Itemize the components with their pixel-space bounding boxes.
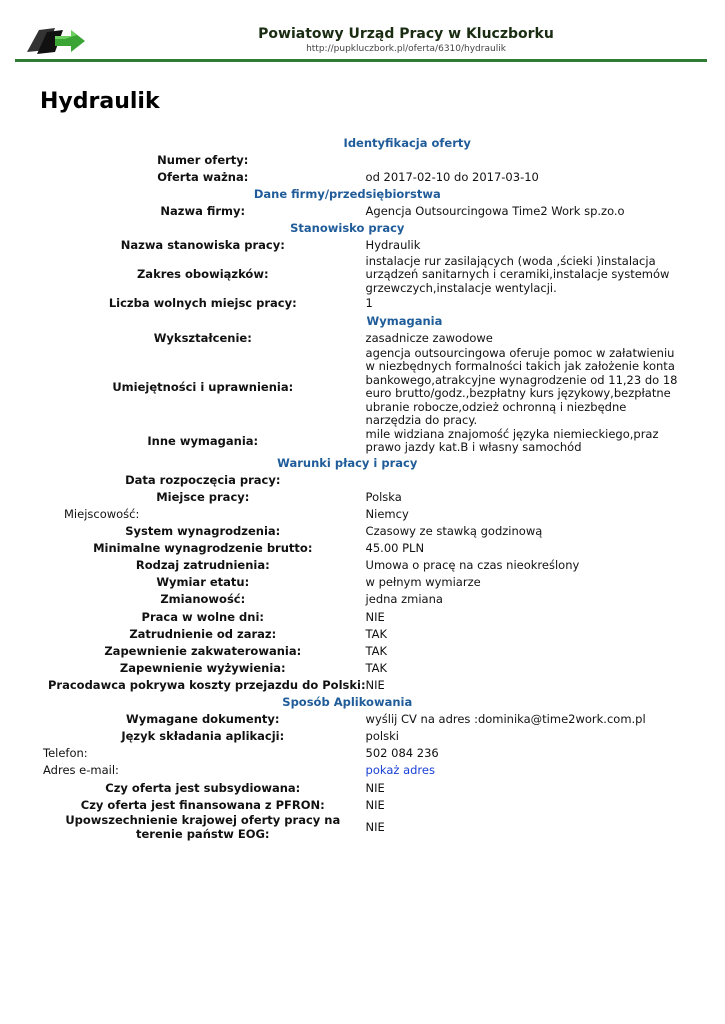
row-rodzaj-zatrudnienia	[40, 558, 685, 575]
row-subsydiowana	[40, 780, 685, 797]
label: Adres e-mail:	[43, 763, 119, 778]
label: Zapewnienie zakwaterowania:	[104, 643, 302, 658]
label: Wykształcenie:	[153, 330, 252, 345]
row-dokumenty	[40, 711, 685, 728]
label: Zatrudnienie od zaraz:	[129, 626, 277, 641]
value: jedna zmiana	[365, 592, 443, 607]
value: polski	[365, 729, 399, 744]
row-system-wynagrodzenia	[40, 523, 685, 540]
row-umiejetnosci	[40, 347, 685, 428]
section-stanowisko: Stanowisko pracy	[290, 221, 405, 236]
label: Data rozpoczęcia pracy:	[125, 472, 281, 487]
label: Telefon:	[43, 746, 88, 761]
row-nazwa-stanowiska	[40, 238, 685, 255]
value: od 2017-02-10 do 2017-03-10	[365, 169, 539, 184]
value: Polska	[365, 489, 402, 504]
row-inne-wymagania	[40, 428, 685, 455]
value: w pełnym wymiarze	[365, 575, 481, 590]
label: Zmianowość:	[160, 592, 246, 607]
value: Agencja Outsourcingowa Time2 Work sp.zo.o	[365, 204, 625, 219]
row-zakres	[40, 255, 685, 296]
value: 502 084 236	[365, 746, 439, 761]
row-zmianowosc	[40, 592, 685, 609]
label: Nazwa stanowiska pracy:	[120, 238, 285, 253]
label: Praca w wolne dni:	[141, 609, 265, 624]
value	[366, 152, 685, 169]
row-min-wynagrodzenie	[40, 540, 685, 557]
section-aplikowanie: Sposób Aplikowania	[282, 695, 413, 710]
section-wymagania: Wymagania	[366, 313, 443, 328]
row-zakwaterowanie	[40, 643, 685, 660]
row-numer-oferty	[40, 152, 685, 169]
row-data-rozpoczecia	[40, 472, 685, 489]
header-divider	[15, 59, 707, 62]
value: Niemcy	[365, 507, 409, 522]
label: Czy oferta jest finansowana z PFRON:	[80, 797, 325, 812]
value: zasadnicze zawodowe	[365, 330, 493, 345]
value: NIE	[365, 609, 385, 624]
row-email	[40, 763, 685, 780]
row-liczba-miejsc	[40, 296, 685, 313]
row-koszty-przejazdu	[40, 677, 685, 694]
show-email-link[interactable]: pokaż adres	[365, 763, 435, 778]
label: Język składania aplikacji:	[121, 729, 285, 744]
label: Minimalne wynagrodzenie brutto:	[93, 541, 313, 556]
label: Liczba wolnych miejsc pracy:	[108, 296, 297, 311]
label: Inne wymagania:	[147, 433, 259, 448]
row-wyzywienie	[40, 660, 685, 677]
row-eog	[40, 814, 685, 842]
value: NIE	[365, 820, 385, 835]
value: wyślij CV na adres :dominika@time2work.com.pl	[365, 712, 646, 727]
row-zatrudnienie-od-zaraz	[40, 626, 685, 643]
value: instalacje rur zasilających (woda ,ścieki )instalacja urządzeń sanitarnych i ceramiki,instalacje systemów grzewczych,instalacje wentylacji.	[365, 253, 670, 295]
section-warunki: Warunki płacy i pracy	[277, 455, 418, 470]
label: Zapewnienie wyżywienia:	[119, 660, 286, 675]
label: System wynagrodzenia:	[125, 524, 281, 539]
label: Wymiar etatu:	[156, 575, 250, 590]
label: Oferta ważna:	[157, 169, 249, 184]
row-nazwa-firmy	[40, 203, 685, 220]
value: Umowa o pracę na czas nieokreślony	[365, 558, 580, 573]
value: mile widziana znajomość języka niemieckiego,praz prawo jazdy kat.B i własny samochód	[365, 426, 659, 455]
label: Miejsce pracy:	[156, 489, 250, 504]
label: Umiejętności i uprawnienia:	[112, 379, 294, 394]
value: NIE	[365, 797, 385, 812]
row-miejsce-pracy	[40, 489, 685, 506]
row-praca-wolne-dni	[40, 609, 685, 626]
label: Czy oferta jest subsydiowana:	[105, 780, 301, 795]
row-wymiar-etatu	[40, 575, 685, 592]
row-miejscowosc	[40, 506, 685, 523]
value: TAK	[365, 643, 388, 658]
label: Miejscowość:	[64, 507, 140, 522]
value: TAK	[365, 660, 388, 675]
value: Hydraulik	[365, 238, 421, 253]
page-url: http://pupkluczbork.pl/oferta/6310/hydraulik	[306, 44, 506, 54]
offer-details-table	[40, 135, 685, 842]
value: Czasowy ze stawką godzinową	[365, 524, 543, 539]
section-firma: Dane firmy/przedsiębiorstwa	[253, 187, 441, 202]
value: NIE	[365, 677, 385, 692]
row-wyksztalcenie	[40, 330, 685, 347]
label: Wymagane dokumenty:	[126, 712, 280, 727]
value: NIE	[365, 780, 385, 795]
value	[366, 472, 685, 489]
row-oferta-wazna	[40, 169, 685, 186]
value: 1	[365, 296, 373, 311]
label: Rodzaj zatrudnienia:	[135, 558, 270, 573]
label: Zakres obowiązków:	[136, 267, 269, 282]
label: Pracodawca pokrywa koszty przejazdu do Polski:	[48, 677, 366, 692]
label: Upowszechnienie krajowej oferty pracy na terenie państw EOG:	[65, 813, 341, 841]
label: Nazwa firmy:	[160, 204, 246, 219]
row-telefon	[40, 746, 685, 763]
row-pfron	[40, 797, 685, 814]
site-name: Powiatowy Urząd Pracy w Kluczborku	[258, 26, 554, 42]
label: Numer oferty:	[157, 152, 249, 167]
value: 45.00 PLN	[365, 541, 425, 556]
page-title: Hydraulik	[40, 89, 160, 114]
value: TAK	[365, 626, 388, 641]
value: agencja outsourcingowa oferuje pomoc w załatwieniu w niezbędnych formalności takich jak założenie konta bankowego,atrakcyjne wynagrodzenie od 11,23 do 18 euro brutto/godz.,bezpłatny kurs językowy,bezpłatne ubranie robocze,odzież ochronną i niezbędne narzędzia do pracy.	[365, 345, 678, 428]
row-jezyk	[40, 728, 685, 745]
section-identyfikacja: Identyfikacja oferty	[343, 135, 471, 150]
site-header	[15, 14, 707, 64]
